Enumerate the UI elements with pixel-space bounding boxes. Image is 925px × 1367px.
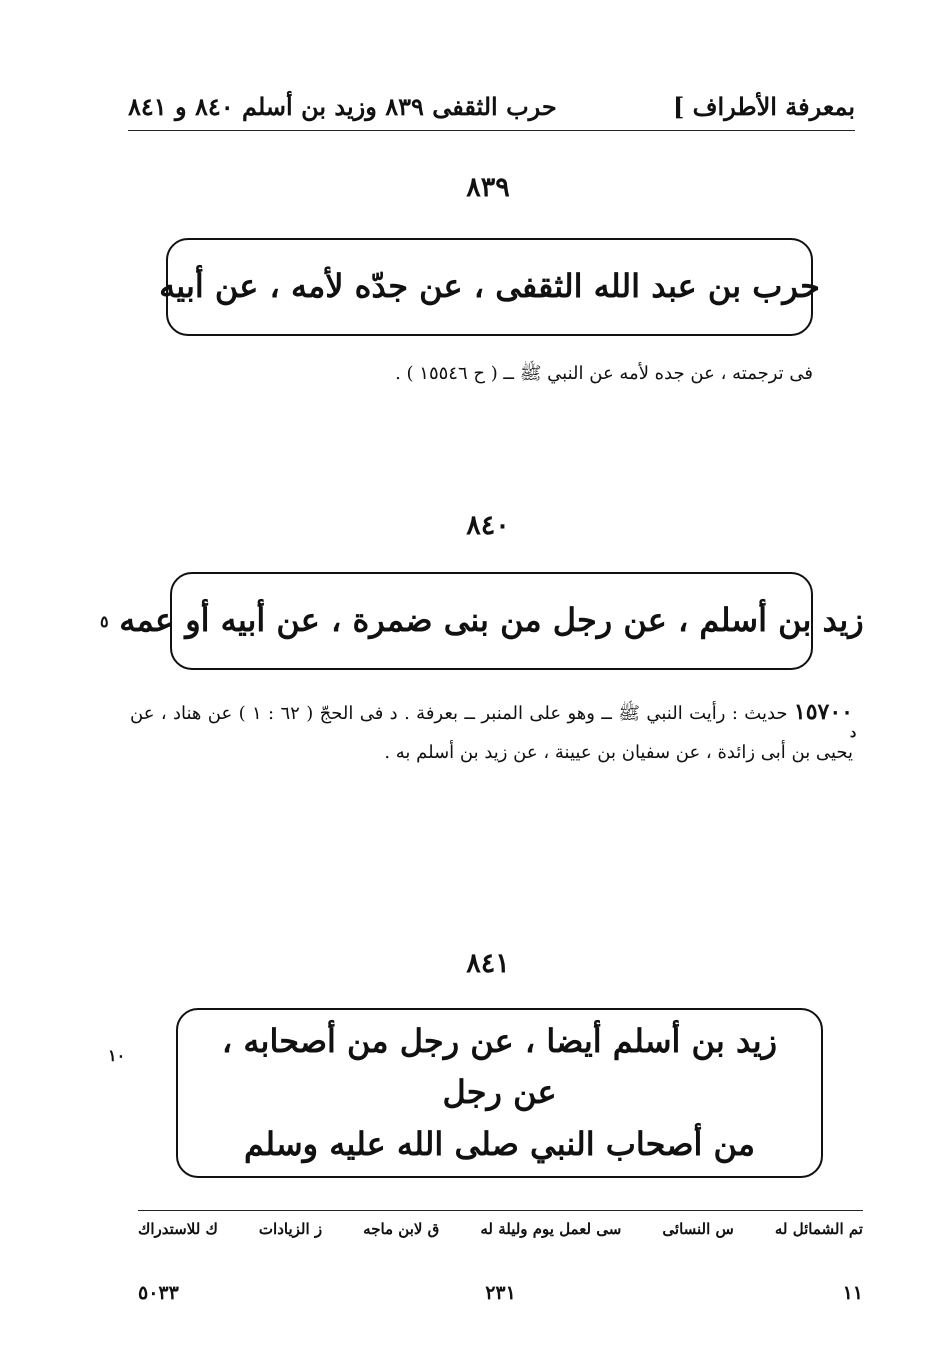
margin-line-number-10: ١٠ (108, 1046, 126, 1065)
entry-title-box-840 (119, 572, 864, 670)
abbrev-item: سى لعمل يوم وليلة له (480, 1220, 622, 1238)
header-title: حرب الثقفى ٨٣٩ وزيد بن أسلم ٨٤٠ و ٨٤١ (128, 92, 557, 121)
header-right-text: بمعرفة الأطراف ] (672, 92, 855, 121)
side-mark-dal: د (850, 725, 857, 741)
abbreviations-rule (138, 1210, 863, 1211)
entry-title-841-line2: من أصحاب النبي صلى الله عليه وسلم (243, 1124, 756, 1163)
abbrev-item: ق لابن ماجه (363, 1220, 440, 1238)
sequence-number: ٥٠٣٣ (138, 1282, 179, 1304)
entry-title-box-839 (159, 238, 820, 336)
entry-number-839: ٨٣٩ (466, 172, 510, 203)
entry-title-box-841 (176, 1008, 823, 1178)
entry-title-839: حرب بن عبد الله الثقفى ، عن جدّه لأمه ، عن أبيه (159, 267, 820, 306)
abbrev-item: تم الشمائل له (774, 1220, 863, 1238)
hadith-number: ١٥٧٠٠ (793, 699, 853, 725)
margin-line-number-5: ٥ (100, 612, 109, 631)
entry-number-840: ٨٤٠ (466, 510, 510, 541)
volume-number: ١١ (842, 1282, 863, 1304)
abbrev-item: س النسائى (662, 1220, 734, 1238)
running-header (128, 88, 855, 131)
abbreviations-key (138, 1220, 863, 1238)
entry-number-841: ٨٤١ (466, 948, 510, 979)
abbrev-item: ز الزيادات (258, 1220, 323, 1238)
entry-title-841-line1: زيد بن أسلم أيضا ، عن رجل من أصحابه ، عن رجل (221, 1022, 778, 1112)
abbrev-item: ك للاستدراك (138, 1220, 218, 1238)
entry-title-840: زيد بن أسلم ، عن رجل من بنى ضمرة ، عن أبيه أو عمه (119, 601, 864, 640)
page-number: ٢٣١ (485, 1282, 516, 1304)
entry-note-839: فى ترجمته ، عن جده لأمه عن النبي ﷺ ــ ( ح ١٥٥٤٦ ) . (395, 363, 813, 384)
hadith-text: حديث : رأيت النبي ﷺ ــ وهو على المنبر ــ بعرفة . د فى الحجّ ( ٦٢ : ١ ) عن هناد ، عن يحيى بن أبى زائدة ، عن سفيان بن عيينة ، عن زيد بن أسلم به . (130, 703, 853, 764)
hadith-paragraph-840 (130, 690, 853, 772)
page-footer (138, 1282, 863, 1312)
